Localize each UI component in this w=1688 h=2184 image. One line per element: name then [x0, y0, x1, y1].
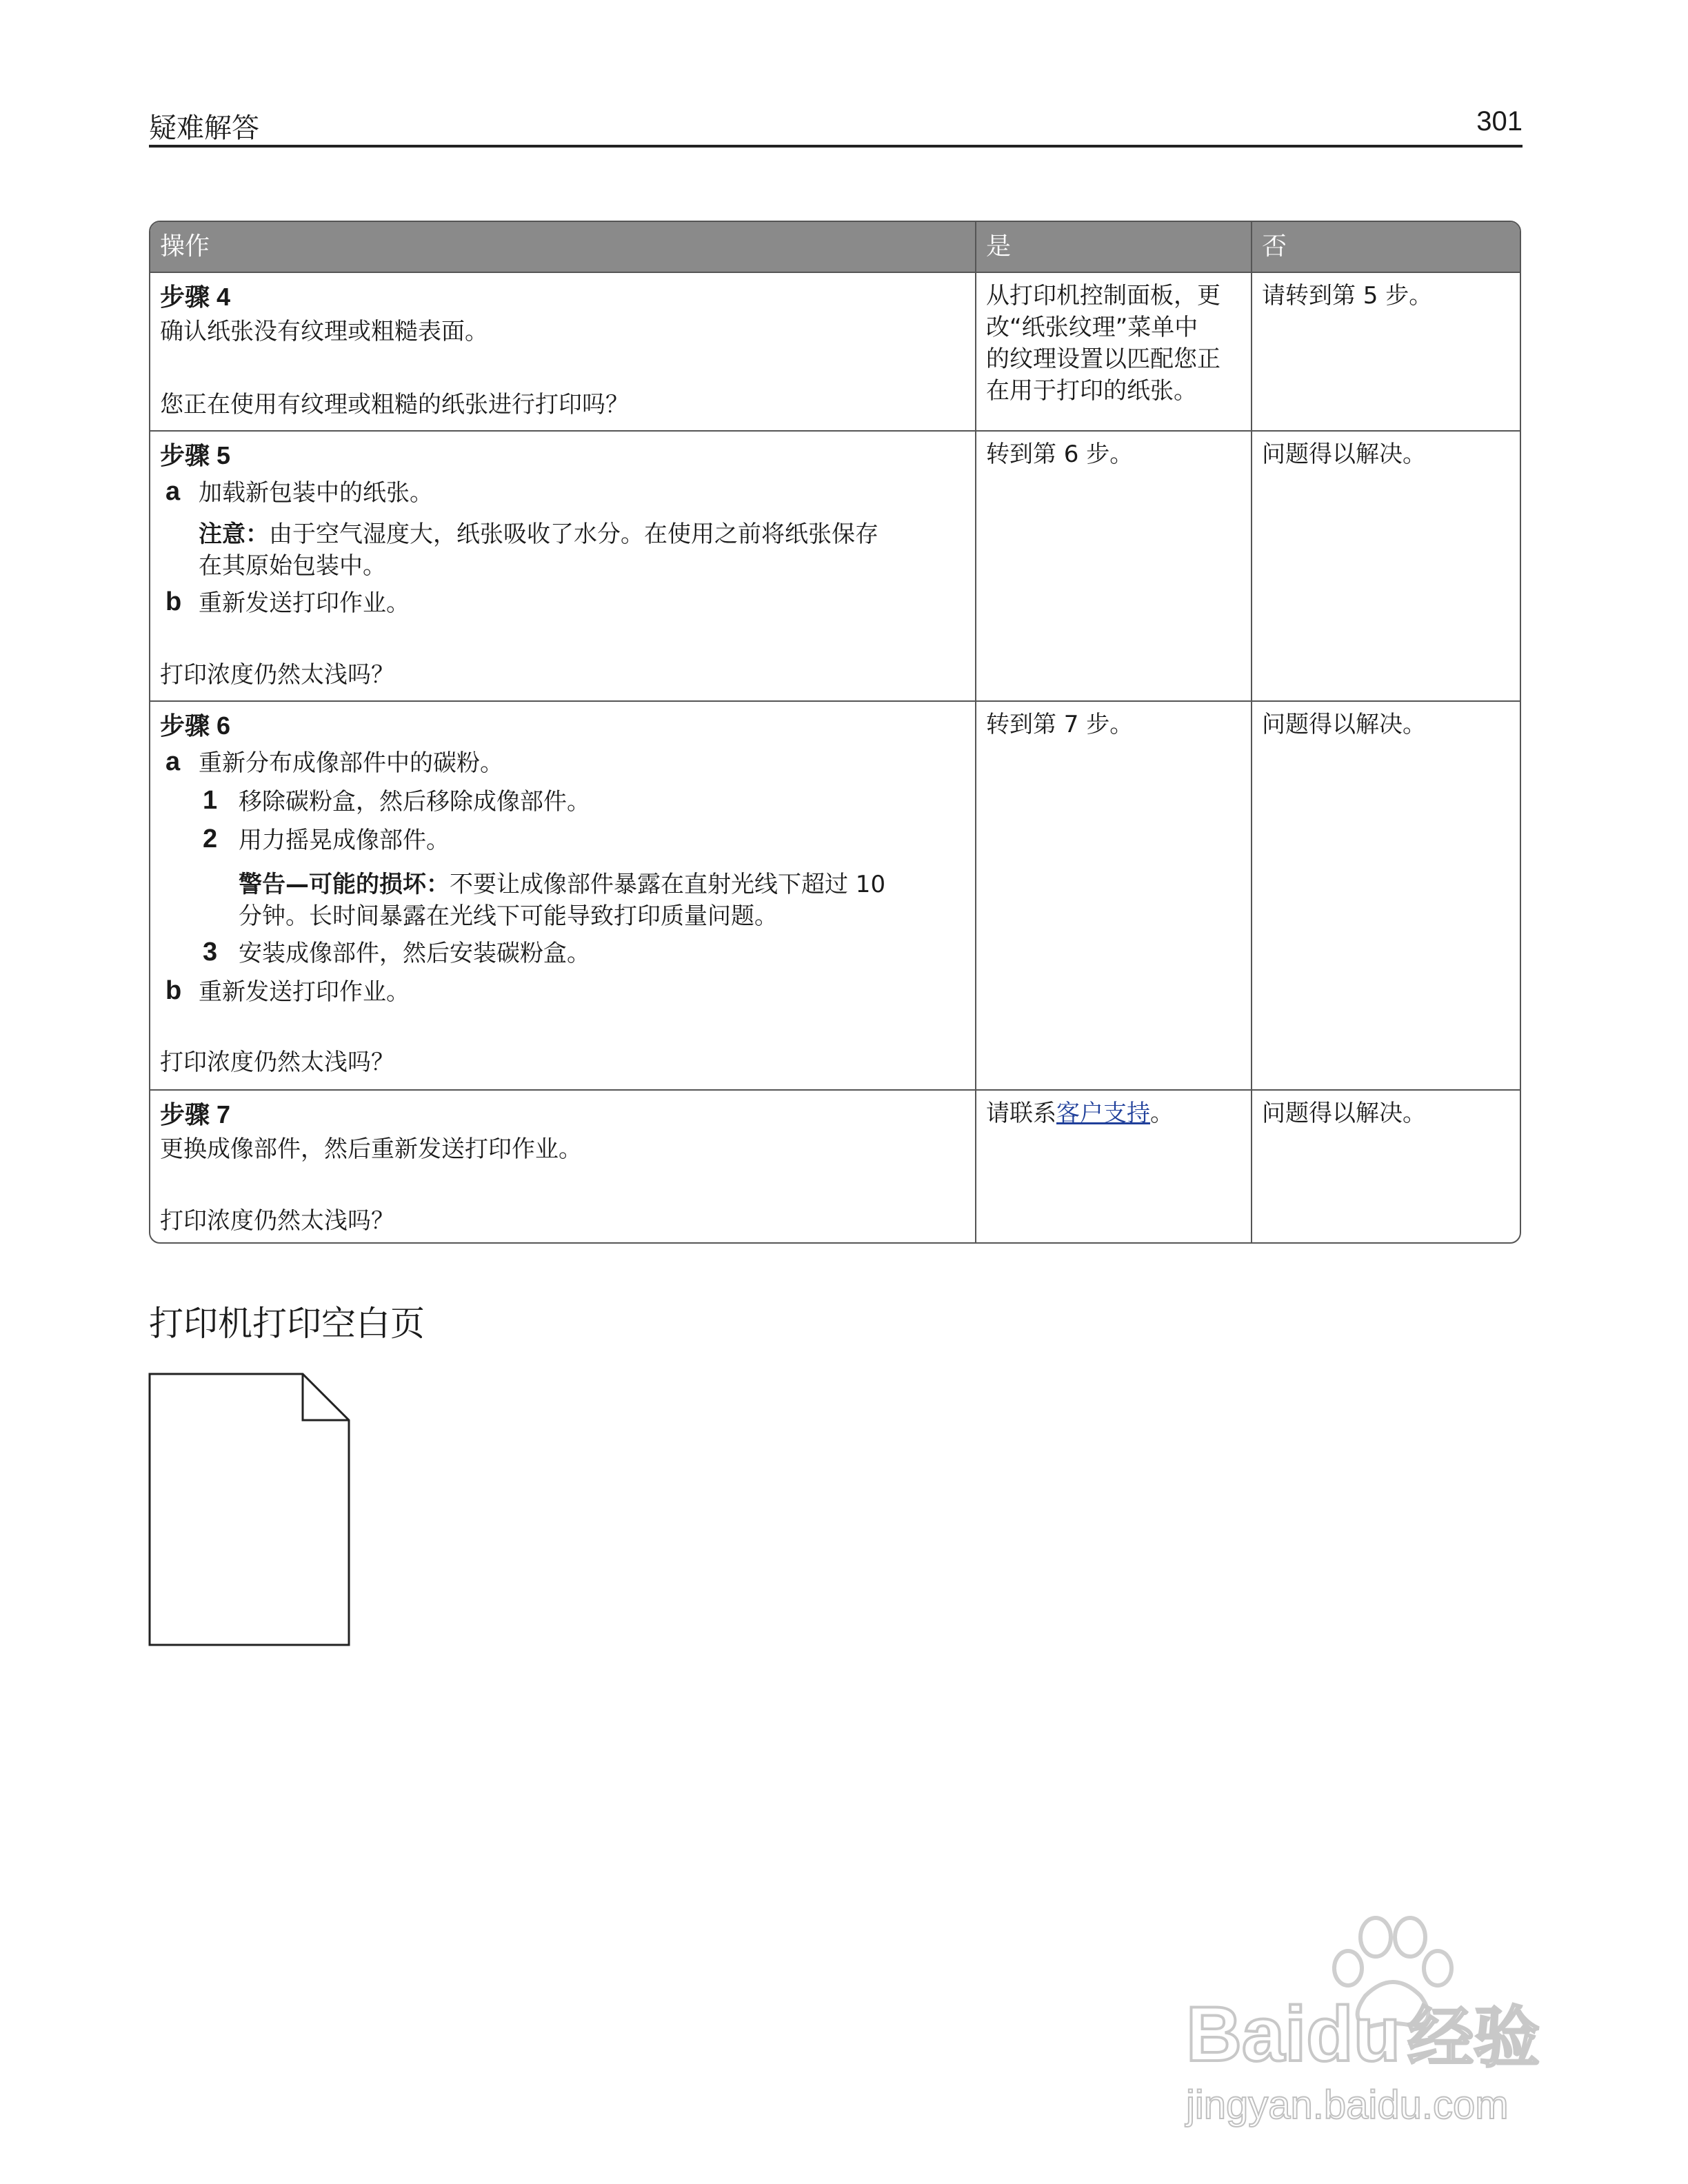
- yes-line: 改“纸张纹理”菜单中: [986, 314, 1198, 341]
- no-cell: [1251, 273, 1521, 430]
- no-text: 请转到第 5 步。: [1262, 282, 1433, 310]
- yes-line: 的纹理设置以匹配您正: [986, 345, 1220, 373]
- question-text: 您正在使用有纹理或粗糙的纸张进行打印吗？: [160, 391, 629, 418]
- yes-line: 从打印机控制面板，更: [986, 282, 1220, 310]
- instruction-text: 确认纸张没有纹理或粗糙表面。: [160, 318, 488, 345]
- list-marker-a: a: [165, 747, 181, 776]
- blank-page-icon: [148, 1372, 352, 1648]
- table-row-step-6: [150, 700, 1520, 1089]
- note-text: 在其原始包装中。: [199, 552, 386, 580]
- note-line: [199, 518, 878, 550]
- no-cell: [1251, 1091, 1521, 1244]
- list-marker-a: a: [165, 477, 181, 506]
- column-header-no: 否: [1251, 222, 1521, 272]
- action-cell: [150, 1091, 975, 1244]
- list-item-text: 加载新包装中的纸张。: [199, 479, 433, 507]
- no-cell: [1251, 432, 1521, 700]
- yes-line: 在用于打印的纸张。: [986, 377, 1197, 405]
- page-header: [149, 103, 1523, 148]
- warning-label: 警告—可能的损坏：: [239, 871, 450, 898]
- note-text: 由于空气湿度大，纸张吸收了水分。在使用之前将纸张保存: [269, 520, 878, 548]
- yes-text: 转到第 6 步。: [986, 441, 1134, 468]
- yes-suffix: 。: [1150, 1100, 1174, 1127]
- action-cell: [150, 273, 975, 430]
- header-title: 疑难解答: [149, 112, 259, 144]
- instruction-text: 更换成像部件，然后重新发送打印作业。: [160, 1135, 582, 1163]
- customer-support-link[interactable]: 客户支持: [1056, 1100, 1150, 1127]
- question-text: 打印浓度仍然太浅吗？: [160, 1049, 394, 1076]
- watermark-brand: Baidu: [1186, 1991, 1401, 2077]
- warning-line: [239, 869, 885, 900]
- baidu-watermark: [1172, 1910, 1586, 2144]
- yes-cell: [975, 432, 1251, 700]
- table-row-step-5: [150, 430, 1520, 700]
- watermark-url: jingyan.baidu.com: [1186, 2083, 1509, 2127]
- step-label: 步骤 7: [160, 1100, 231, 1129]
- list-item-text: 重新发送打印作业。: [199, 589, 410, 617]
- step-label: 步骤 5: [160, 441, 231, 469]
- list-marker-b: b: [165, 976, 182, 1005]
- note-label: 注意：: [199, 520, 269, 548]
- action-cell: [150, 702, 975, 1089]
- watermark-brand-cn: 经验: [1407, 1999, 1540, 2076]
- action-cell: [150, 432, 975, 700]
- no-cell: [1251, 702, 1521, 1089]
- step-label: 步骤 4: [160, 283, 231, 311]
- sub-step-text: 移除碳粉盒，然后移除成像部件。: [239, 788, 590, 816]
- yes-text: 转到第 7 步。: [986, 711, 1134, 738]
- page-number: 301: [1476, 106, 1523, 136]
- sub-step-text: 用力摇晃成像部件。: [239, 827, 450, 854]
- yes-cell: [975, 702, 1251, 1089]
- warning-text: 分钟。长时间暴露在光线下可能导致打印质量问题。: [239, 902, 778, 930]
- step-label: 步骤 6: [160, 711, 231, 740]
- list-item-text: 重新发送打印作业。: [199, 978, 410, 1006]
- yes-prefix: 请联系: [986, 1100, 1056, 1127]
- list-item-text: 重新分布成像部件中的碳粉。: [199, 749, 503, 777]
- yes-cell: [975, 273, 1251, 430]
- table-row-step-7: [150, 1089, 1520, 1244]
- warning-text: 不要让成像部件暴露在直射光线下超过 10: [450, 871, 886, 898]
- no-text: 问题得以解决。: [1262, 711, 1426, 738]
- question-text: 打印浓度仍然太浅吗？: [160, 661, 394, 689]
- sub-step-text: 安装成像部件，然后安装碳粉盒。: [239, 940, 590, 967]
- sub-step-number: 3: [203, 938, 218, 967]
- table-row-step-4: [150, 272, 1520, 430]
- table-header: [150, 222, 1520, 272]
- column-header-yes: 是: [975, 222, 1251, 272]
- no-text: 问题得以解决。: [1262, 441, 1426, 468]
- troubleshooting-table: [149, 221, 1521, 1244]
- no-text: 问题得以解决。: [1262, 1100, 1426, 1127]
- yes-text: [986, 1098, 1241, 1129]
- list-marker-b: b: [165, 587, 182, 616]
- column-header-action: 操作: [160, 232, 210, 261]
- question-text: 打印浓度仍然太浅吗？: [160, 1207, 394, 1235]
- sub-step-number: 2: [203, 825, 218, 853]
- sub-step-number: 1: [203, 786, 218, 815]
- section-title: 打印机打印空白页: [149, 1304, 425, 1344]
- yes-cell: [975, 1091, 1251, 1244]
